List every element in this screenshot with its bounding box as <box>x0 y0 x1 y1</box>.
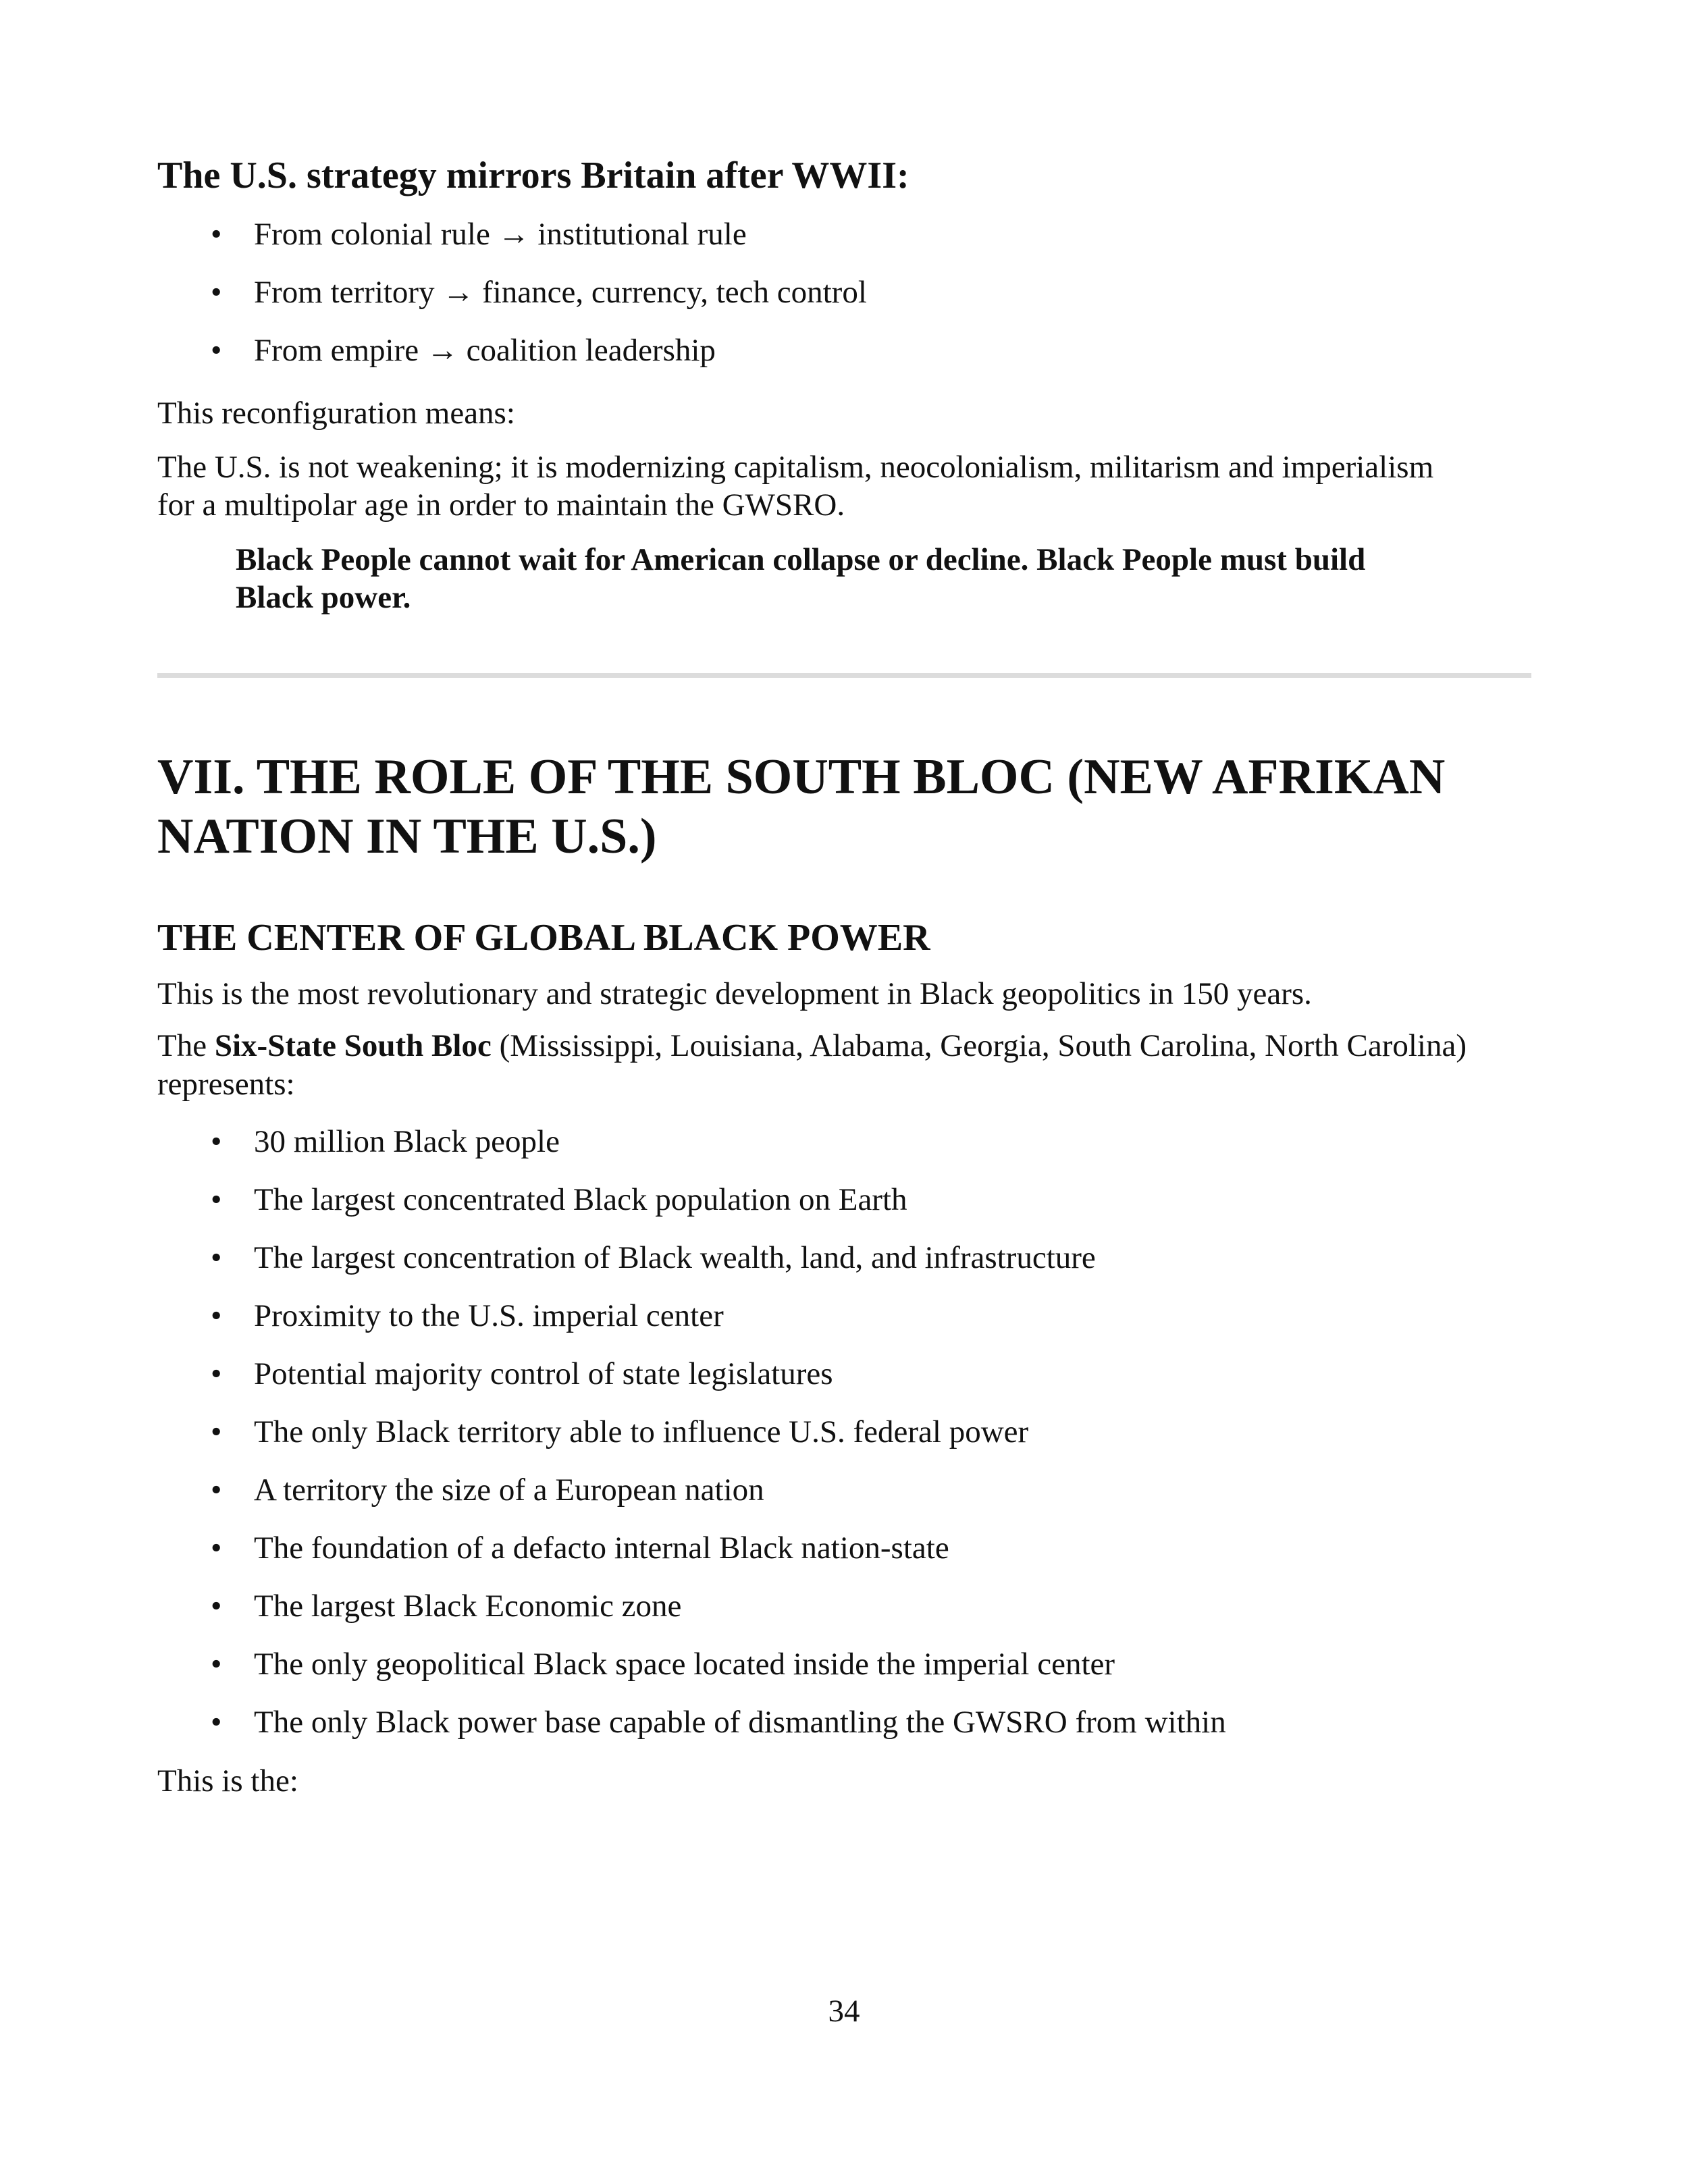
bullet-text: The foundation of a defacto internal Black nation-state <box>254 1530 949 1566</box>
bullet-glyph: • <box>211 1414 222 1449</box>
horizontal-divider <box>157 673 1531 678</box>
bullet-text: The largest Black Economic zone <box>254 1589 682 1624</box>
bullet-glyph: • <box>211 1530 222 1566</box>
bullet-glyph: • <box>211 1124 222 1159</box>
bullet-glyph: • <box>211 275 222 310</box>
section-title-line-1: VII. THE ROLE OF THE SOUTH BLOC (NEW AFRIKAN <box>157 749 1446 805</box>
bullet-glyph: • <box>211 1240 222 1275</box>
bloc-sentence-line-2: represents: <box>157 1067 295 1102</box>
bullet-glyph: • <box>211 1647 222 1682</box>
strategy-heading: The U.S. strategy mirrors Britain after WWII: <box>157 155 909 196</box>
bullet-text: A territory the size of a European nation <box>254 1472 764 1508</box>
bullet-glyph: • <box>211 333 222 368</box>
bullet-text: The only Black power base capable of dismantling the GWSRO from within <box>254 1705 1226 1740</box>
subheading: THE CENTER OF GLOBAL BLACK POWER <box>157 917 930 959</box>
section-title-line-2: NATION IN THE U.S.) <box>157 809 657 864</box>
bullet-text: The only Black territory able to influence U.S. federal power <box>254 1414 1029 1449</box>
bullet-glyph: • <box>211 1472 222 1508</box>
bullet-text: From territory → finance, currency, tech control <box>254 275 867 310</box>
callout-line-2: Black power. <box>236 580 411 615</box>
bloc-suffix: (Mississippi, Louisiana, Alabama, Georgia, South Carolina, North Carolina) <box>491 1028 1467 1063</box>
bullet-glyph: • <box>211 217 222 252</box>
bullet-text: The largest concentrated Black population on Earth <box>254 1182 907 1217</box>
bullet-glyph: • <box>211 1356 222 1391</box>
bullet-text: 30 million Black people <box>254 1124 560 1159</box>
bullet-text: Proximity to the U.S. imperial center <box>254 1298 724 1333</box>
bullet-text: The only geopolitical Black space located inside the imperial center <box>254 1647 1115 1682</box>
reconfiguration-paragraph-line-1: The U.S. is not weakening; it is modernizing capitalism, neocolonialism, militarism and imperialism <box>157 450 1434 485</box>
bloc-name: Six-State South Bloc <box>214 1028 492 1063</box>
bloc-prefix: The <box>157 1028 215 1063</box>
intro-sentence: This is the most revolutionary and strategic development in Black geopolitics in 150 years. <box>157 976 1312 1011</box>
bullet-text: From colonial rule → institutional rule <box>254 217 747 252</box>
bullet-glyph: • <box>211 1589 222 1624</box>
bullet-text: The largest concentration of Black wealth, land, and infrastructure <box>254 1240 1096 1275</box>
reconfiguration-paragraph-line-2: for a multipolar age in order to maintain the GWSRO. <box>157 487 845 523</box>
callout-line-1: Black People cannot wait for American collapse or decline. Black People must build <box>236 542 1366 577</box>
reconfiguration-intro: This reconfiguration means: <box>157 396 515 431</box>
bullet-glyph: • <box>211 1298 222 1333</box>
bullet-glyph: • <box>211 1182 222 1217</box>
page-number: 34 <box>828 1994 860 2029</box>
bullet-glyph: • <box>211 1705 222 1740</box>
bullet-text: Potential majority control of state legislatures <box>254 1356 833 1391</box>
bullet-text: From empire → coalition leadership <box>254 333 716 368</box>
closing-line: This is the: <box>157 1763 298 1799</box>
bloc-sentence-line-1 <box>157 1026 1467 1065</box>
